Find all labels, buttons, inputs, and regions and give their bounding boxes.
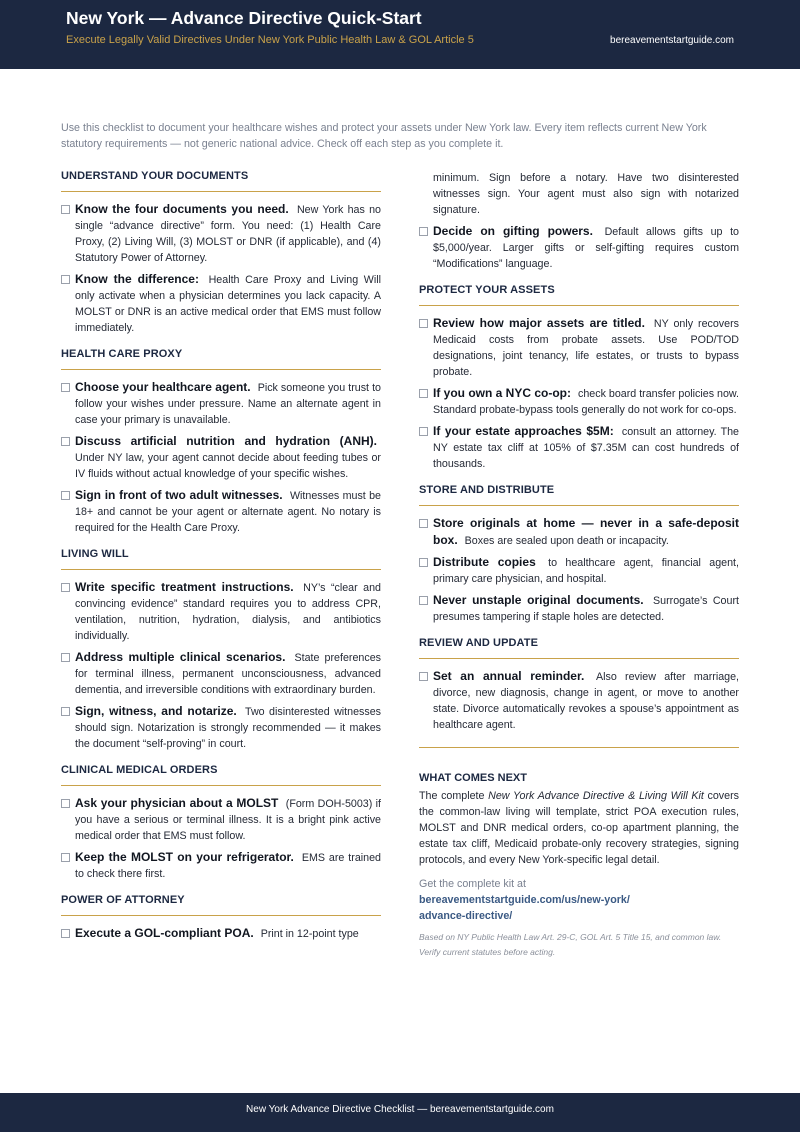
section-heading-understand: UNDERSTAND YOUR DOCUMENTS	[61, 170, 381, 192]
item-lead: Distribute copies	[433, 555, 536, 569]
checkbox[interactable]	[419, 427, 428, 436]
section-heading-store: STORE AND DISTRIBUTE	[419, 484, 739, 506]
checklist-item	[61, 925, 381, 942]
item-text: Health Care Proxy and Living Will only activate when a physician determines you lack capacity. A MOLST or DNR is an active medical order that EMS must follow immediately.	[75, 274, 381, 334]
checklist-item	[419, 554, 739, 587]
section-heading-review: REVIEW AND UPDATE	[419, 637, 739, 659]
item-text: Pick someone you trust to follow your wishes under pressure. Name an alternate agent in case your primary is unavailable.	[75, 382, 381, 426]
item-lead: Review how major assets are titled.	[433, 316, 645, 330]
item-text: Two disinterested witnesses should sign. Notarization is strongly recommended — it makes the document “self-proving” in court.	[75, 706, 382, 750]
item-text: Also review after marriage, divorce, new diagnosis, change in agent, or move to another state. Divorce automatically revokes a spouse’s appointment as healthcare agent.	[433, 671, 740, 731]
page-title: New York — Advance Directive Quick-Start	[66, 8, 422, 28]
kit-title: New York Advance Directive & Living Will Kit	[488, 790, 704, 802]
page-header	[0, 0, 800, 69]
item-lead: Store originals at home — never in a safe-deposit box.	[433, 516, 739, 547]
checkbox[interactable]	[419, 596, 428, 605]
checklist-item	[419, 668, 739, 733]
header-site-link[interactable]: bereavementstartguide.com	[610, 35, 734, 46]
what-comes-next-heading: WHAT COMES NEXT	[419, 772, 527, 784]
checklist-item	[419, 423, 739, 472]
checklist-item	[61, 379, 381, 428]
checkbox[interactable]	[61, 491, 70, 500]
checkbox[interactable]	[61, 707, 70, 716]
checklist-item	[61, 487, 381, 536]
kit-link-line[interactable]: advance-directive/	[419, 910, 513, 922]
checkbox[interactable]	[419, 389, 428, 398]
checkbox[interactable]	[61, 583, 70, 592]
section-heading-clinical: CLINICAL MEDICAL ORDERS	[61, 764, 381, 786]
item-text: New York has no single “advance directive” form. You need: (1) Health Care Proxy, (2) Living Will, (3) MOLST or DNR (if applicable), and (4) Statutory Power of Attorney.	[75, 204, 381, 264]
item-lead: Decide on gifting powers.	[433, 224, 593, 238]
checkbox[interactable]	[61, 853, 70, 862]
page-footer	[0, 1093, 800, 1132]
item-text: NY’s “clear and convincing evidence” standard requires you to address CPR, ventilation, nutrition, hydration, dialysis, and antibiotics individually.	[75, 582, 381, 642]
kit-link[interactable]	[419, 892, 739, 924]
checkbox[interactable]	[419, 319, 428, 328]
checklist-item	[61, 433, 381, 482]
item-lead: If you own a NYC co-op:	[433, 386, 572, 400]
checklist-item	[61, 795, 381, 844]
item-text: Boxes are sealed upon death or incapacity.	[464, 535, 669, 547]
item-lead: Discuss artificial nutrition and hydration (ANH).	[75, 434, 377, 448]
checkbox[interactable]	[61, 205, 70, 214]
item-lead: If your estate approaches $5M:	[433, 424, 614, 438]
checklist-item	[61, 649, 381, 698]
body-text: The complete	[419, 790, 489, 802]
checklist-item	[419, 515, 739, 549]
item-lead: Sign in front of two adult witnesses.	[75, 488, 283, 502]
checklist-item	[61, 271, 381, 336]
intro-text: Use this checklist to document your healthcare wishes and protect your assets under New York law. Every item reflects current New York statutory requirements — not generic national advice. Check off each step as you complete it.	[61, 122, 707, 150]
checklist-item	[419, 223, 739, 272]
checklist-item-continued: minimum. Sign before a notary. Have two disinterested witnesses sign. Your agent must also sign with notarized signature.	[433, 172, 739, 216]
checkbox[interactable]	[419, 519, 428, 528]
get-kit-label: Get the complete kit at	[419, 878, 526, 890]
item-text: NY only recovers Medicaid costs from probate assets. Use POD/TOD designations, joint tenancy, life estates, or trusts to bypass probate.	[433, 318, 739, 378]
item-lead: Never unstaple original documents.	[433, 593, 644, 607]
section-heading-living-will: LIVING WILL	[61, 548, 381, 570]
checkbox[interactable]	[61, 653, 70, 662]
section-heading-proxy: HEALTH CARE PROXY	[61, 348, 381, 370]
left-column	[61, 170, 381, 947]
item-text: State preferences for terminal illness, permanent unconsciousness, advanced dementia, and irreversible conditions with extraordinary burden.	[75, 652, 381, 696]
item-text: to healthcare agent, financial agent, primary care physician, and hospital.	[433, 557, 739, 585]
footer-text: New York Advance Directive Checklist — bereavementstartguide.com	[246, 1104, 554, 1115]
item-lead: Know the difference:	[75, 272, 199, 286]
checklist-item	[61, 579, 381, 644]
item-lead: Choose your healthcare agent.	[75, 380, 251, 394]
checklist-item	[61, 703, 381, 752]
item-text: (Form DOH-5003) if you have a serious or terminal illness. It is a bright pink active medical order that EMS must follow.	[75, 798, 381, 842]
checkbox[interactable]	[419, 558, 428, 567]
checkbox[interactable]	[61, 437, 70, 446]
item-text: Print in 12-point type	[260, 928, 359, 940]
item-text: Under NY law, your agent cannot decide about feeding tubes or IV fluids without actual knowledge of your specific wishes.	[75, 452, 381, 480]
checklist-item	[419, 315, 739, 380]
checkbox[interactable]	[419, 672, 428, 681]
section-heading-poa: POWER OF ATTORNEY	[61, 894, 381, 916]
checkbox[interactable]	[61, 799, 70, 808]
item-lead: Know the four documents you need.	[75, 202, 289, 216]
item-text: Default allows gifts up to $5,000/year. Larger gifts or self-gifting requires custom “Modifications” language.	[433, 226, 739, 270]
kit-link-line[interactable]: bereavementstartguide.com/us/new-york/	[419, 894, 630, 906]
page-subtitle: Execute Legally Valid Directives Under New York Public Health Law & GOL Article 5	[66, 34, 474, 46]
checklist-item	[61, 849, 381, 882]
item-text: EMS are trained to check there first.	[75, 852, 381, 880]
right-column	[419, 170, 739, 960]
checklist-item	[419, 592, 739, 625]
item-lead: Ask your physician about a MOLST	[75, 796, 279, 810]
item-text: check board transfer policies now. Standard probate-bypass tools generally do not work for co-ops.	[433, 388, 739, 416]
checkbox[interactable]	[61, 275, 70, 284]
checklist-item	[61, 201, 381, 266]
item-lead: Keep the MOLST on your refrigerator.	[75, 850, 294, 864]
checkbox[interactable]	[419, 227, 428, 236]
item-lead: Sign, witness, and notarize.	[75, 704, 237, 718]
item-lead: Address multiple clinical scenarios.	[75, 650, 286, 664]
item-lead: Execute a GOL-compliant POA.	[75, 926, 254, 940]
source-note: Based on NY Public Health Law Art. 29-C, GOL Art. 5 Title 15, and common law. Verify current statutes before acting.	[419, 932, 722, 957]
checkbox[interactable]	[61, 383, 70, 392]
checkbox[interactable]	[61, 929, 70, 938]
item-text: Witnesses must be 18+ and cannot be your agent or alternate agent. No notary is required for the Health Care Proxy.	[75, 490, 382, 534]
divider	[419, 747, 739, 748]
item-text: consult an attorney. The NY estate tax cliff at 105% of $7.35M can cost hundreds of thousands.	[433, 426, 739, 470]
section-heading-assets: PROTECT YOUR ASSETS	[419, 284, 739, 306]
checklist-item	[419, 385, 739, 418]
item-lead: Write specific treatment instructions.	[75, 580, 294, 594]
what-comes-next-body	[419, 788, 739, 868]
item-text: Surrogate’s Court presumes tampering if staple holes are detected.	[433, 595, 739, 623]
item-lead: Set an annual reminder.	[433, 669, 585, 683]
body-text: covers the common-law living will template, strict POA execution rules, MOLST and DNR medical orders, co-op apartment planning, the estate tax cliff, Medicaid probate-only recovery strategies, signing protocols, and every New York-specific legal detail.	[419, 790, 739, 866]
